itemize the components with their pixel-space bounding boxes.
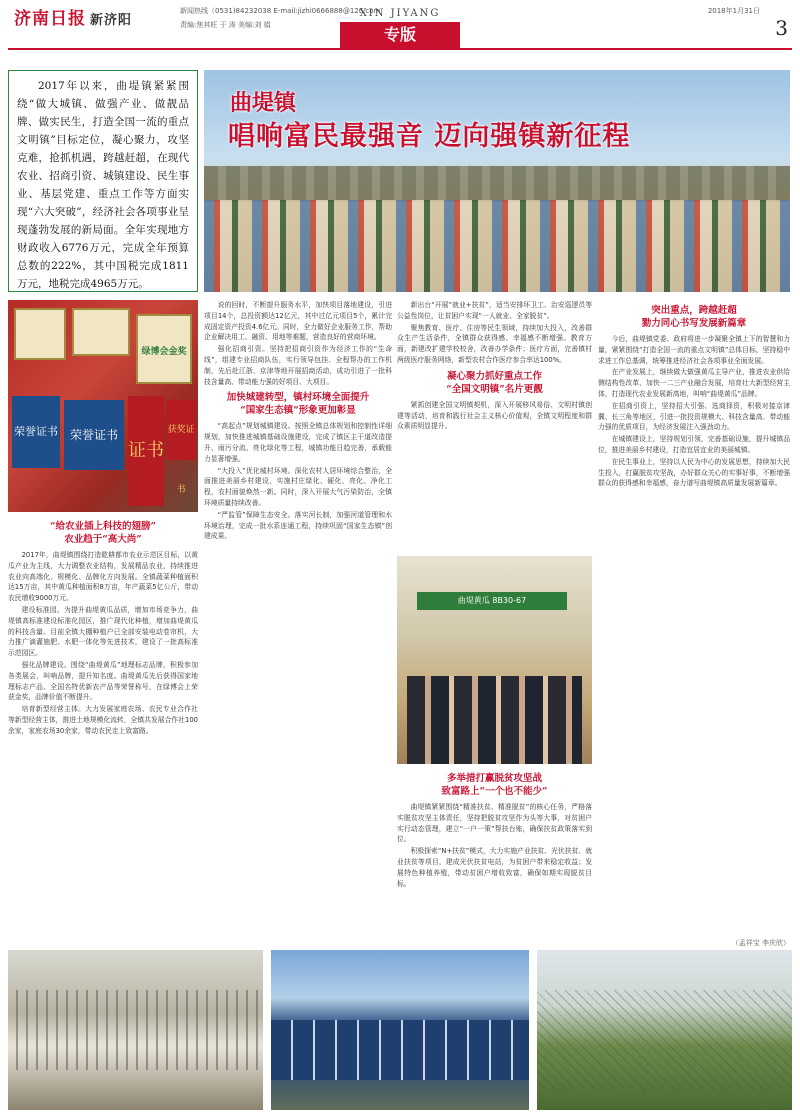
column-1-paragraph: 强化品牌建设。围绕“曲堤黄瓜”地理标志品牌，积极参加各类展会，叫响品牌，提升知名度。曲堤黄瓜先后获得国家地理标志产品、全国名特优新农产品等荣誉称号，在绿博会上荣获金奖，品牌价值不断提升。 <box>8 660 198 702</box>
award-plaque-green: 绿博会金奖 <box>136 314 192 384</box>
column-2 <box>204 300 392 942</box>
sheep-fence <box>8 990 263 1070</box>
lead-summary-box <box>8 70 198 292</box>
editors-credit: 责编:焦其旺 于 涛 美编:刘 娟 <box>180 21 271 29</box>
solar-farm-photo <box>271 950 529 1110</box>
column-4-paragraph: 在民生事业上，坚持以人民为中心的发展思想，持续加大民生投入，打赢脱贫攻坚战，办好群众关心的实事好事，不断增强群众的获得感和幸福感，奋力谱写曲堤镇高质量发展新篇章。 <box>598 457 790 488</box>
column-1 <box>8 516 198 942</box>
column-3b-heading: 多举措打赢脱贫攻坚战 致富路上“一个也不能少” <box>441 773 548 797</box>
column-3-paragraph: 紧抓创建全国文明镇契机，深入开展移风易俗、文明村镇创建等活动，培育和践行社会主义核心价值观，全镇文明程度和群众素质明显提升。 <box>397 400 592 431</box>
column-3-paragraph: 聚焦教育、医疗、住房等民生领域，持续加大投入，改善群众生产生活条件，全镇群众获得感、幸福感不断增强。教育方面，新建改扩建学校校舍，改善办学条件；医疗方面，完善镇村两级医疗服务网络，新型农村合作医疗参合率达100%。 <box>397 323 592 364</box>
news-hotline: 新闻热线（0531)84232038 E-mail:jizhi0666888@126.com <box>180 7 381 15</box>
header-rule <box>8 48 792 50</box>
booth-sign: 曲堤黄瓜 8B30-67 <box>417 592 567 610</box>
orchard-net <box>537 990 792 1090</box>
exhibition-booth-photo <box>397 556 592 764</box>
solar-panels <box>271 1020 529 1080</box>
award-plaque-1 <box>14 308 66 360</box>
column-2-paragraph: “严监管”保障生态安全。落实河长制，加强河道管理和水环境治理，完成一批水系连通工程，持续巩固“国家生态镇”创建成果。 <box>204 510 392 541</box>
column-2-paragraph: 强化招商引资。坚持把招商引资作为经济工作的“生命线”，组建专业招商队伍，实行领导包挂、全程帮办的工作机制，先后赴江浙、京津等地开展招商活动，成功引进了一批科技含量高、带动能力强的好项目、大项目。 <box>204 345 392 386</box>
column-3-heading: 凝心聚力抓好重点工作 “全国文明镇”名片更靓 <box>446 370 543 395</box>
certificate-1: 荣誉证书 <box>12 396 60 468</box>
column-4-paragraph: 在城镇建设上，坚持规划引领，完善基础设施，提升城镇品位，推进美丽乡村建设，打造宜居宜业的美丽城镇。 <box>598 435 790 454</box>
column-1-paragraph: 2017年，曲堤镇围绕打造乾耕都市农业示范区目标，以黄瓜产业为主线，大力调整农业结构，发展精品农业，持续推进农业向高端化、规模化、品牌化方向发展。全镇蔬菜种植面积达15万亩，其中黄瓜种植面积8万亩，年产蔬菜5亿公斤，带动农民增收9000万元。 <box>8 551 198 603</box>
booth-people <box>407 676 582 764</box>
hero-photo <box>204 70 790 292</box>
column-1-heading: “给农业插上科技的翅膀” 农业趋于“高大尚” <box>50 521 156 545</box>
certificate-4: 获奖证书 <box>166 400 196 460</box>
column-4-paragraph: 在招商引资上，坚持招大引强、选商择资，积极对接京津冀、长三角等地区，引进一批投资规模大、科技含量高、带动能力强的优质项目，为经济发展注入强劲动力。 <box>598 401 790 432</box>
hero-title-town: 曲堤镇 <box>230 90 297 116</box>
article-byline: （孟祥宝 李庆欣） <box>731 939 790 947</box>
column-4-paragraph: 今后，曲堤镇党委、政府将进一步凝聚全镇上下的智慧和力量，紧紧围绕“打造全国一流的重点文明镇”总体目标，坚持稳中求进工作总基调，统筹推进经济社会各项事业全面发展。 <box>598 335 790 365</box>
masthead <box>0 0 800 42</box>
awards-photo <box>8 300 198 512</box>
column-2-paragraph: 说的回时，不断提升服务水平，加快项目落地建设，引进项目14个，总投资额达12亿元，其中过亿元项目5个，累计完成固定资产投资4.6亿元。同时，全力做好企业服务工作，帮助企业解决用工、融资、用地等难题，营造良好的营商环境。 <box>204 301 392 342</box>
column-4 <box>598 300 790 942</box>
column-3b-paragraph: 曲堤镇紧紧围绕“精准扶贫、精准脱贫”的核心任务，严格落实脱贫攻坚主体责任，坚持把脱贫攻坚作为头等大事，对贫困户实行动态管理，建立“一户一策”帮扶台账，确保扶贫政策落实到位。 <box>397 803 592 844</box>
logo-title: 济南日报 <box>14 9 86 29</box>
column-4-heading: 突出重点，跨越赶超 勠力同心书写发展新篇章 <box>641 305 747 329</box>
issue-date: 2018年1月31日 <box>707 7 760 15</box>
column-3b-paragraph: 积极探索“N+扶贫”模式，大力实施产业扶贫、光伏扶贫、就业扶贫等项目，建成光伏扶贫电站，为贫困户带来稳定收益；发展特色种植养殖，带动贫困户增收致富，确保如期实现脱贫目标。 <box>397 847 592 888</box>
sheep-farm-photo <box>8 950 263 1110</box>
column-2-heading: 加快城建转型，镇村环境全面提升 “国家生态镇”形象更加彰显 <box>226 392 370 417</box>
column-1-paragraph: 建设标准园。为提升曲堤黄瓜品质，增加市场竞争力，曲堤镇高标准建设标准化园区，推广现代化种植，增加曲堤黄瓜的科技含量。目前全镇大棚种植户已全部安装电动卷帘机，大力推广滴灌施肥、水肥一体化等先进技术，建设了一批高标准示范园区。 <box>8 605 198 658</box>
page-number: 3 <box>775 16 788 40</box>
column-2-paragraph: “高起点”规划城镇建设。按照全镇总体规划和控制性详细规划，加快推进城镇基础设施建设，完成了镇区主干道改造提升、雨污分流、亮化绿化等工程，城镇功能日趋完善，承载能力显著增强。 <box>204 422 392 463</box>
certificate-2: 荣誉证书 <box>64 400 124 470</box>
hero-market-scene <box>204 200 790 292</box>
orchard-photo <box>537 950 792 1110</box>
logo-subtitle: 新济阳 <box>90 13 133 28</box>
section-tab: 专版 <box>340 22 460 48</box>
column-3-paragraph: 新出台“开展”就业+扶贫”，适当安排环卫工、治安巡逻员等公益性岗位，让贫困户实现“一人就业、全家脱贫”。 <box>397 301 592 320</box>
column-2-paragraph: “大投入”优化城村环境。深化农村人居环境综合整治，全面推进美丽乡村建设，实施村庄绿化、硬化、亮化、净化工程，农村面貌焕然一新。同时，深入开展大气污染防治，全镇环境质量持续改善。 <box>204 466 392 507</box>
column-4-paragraph: 在产业发展上，继续做大做强黄瓜主导产业，推进农业供给侧结构性改革，加快一二三产业融合发展，培育壮大新型经营主体，打造现代农业发展新高地，叫响“曲堤黄瓜”品牌。 <box>598 368 790 398</box>
column-1-paragraph: 培育新型经营主体。大力发展家庭农场、农民专业合作社等新型经营主体，推进土地规模化流转，全镇共发展合作社100余家，家庭农场30余家，带动农民走上致富路。 <box>8 705 198 735</box>
hero-trees <box>204 166 790 202</box>
award-plaque-2 <box>72 308 130 356</box>
hero-title-headline: 唱响富民最强音 迈向强镇新征程 <box>228 121 631 152</box>
column-3-top <box>397 300 592 550</box>
certificate-3: 证书 <box>128 396 164 506</box>
column-3-bottom <box>397 768 592 942</box>
lead-paragraph: 2017年以来，曲堤镇紧紧围绕“做大城镇、做强产业、做靓品牌、做实民生，打造全国一流的重点文明镇”目标定位，凝心聚力，攻坚克难，抢抓机遇，跨越赶超，在现代农业、招商引资、城镇建设、民生事业、基层党建、重点工作等方面实现“六大突破”，经济社会各项事业呈现蓬勃发展的新局面。全年实现地方财政收入6776万元，完成全年预算总数的222%，其中国税完成1811万元，地税完成4965万元。 <box>17 80 189 290</box>
edition-pinyin: XIN JIYANG <box>359 8 441 19</box>
